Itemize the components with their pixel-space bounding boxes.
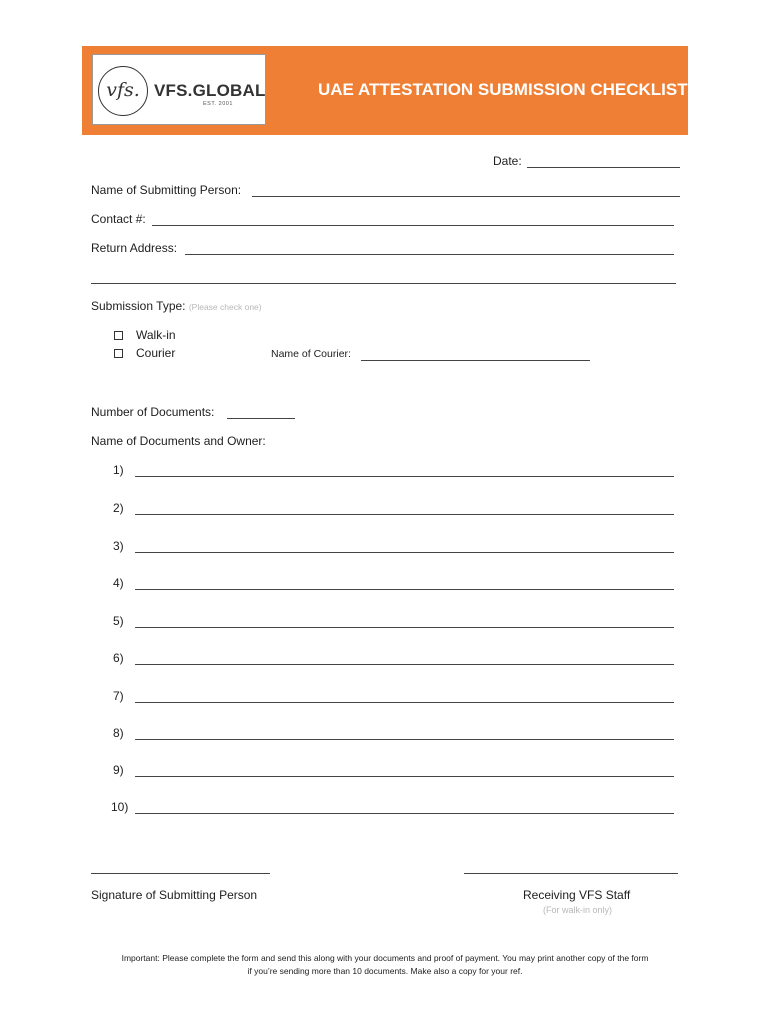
doc-row-field[interactable] <box>135 813 674 814</box>
staff-signature-label: Receiving VFS Staff <box>523 888 631 902</box>
important-note-line2: if you’re sending more than 10 documents. Make also a copy for your ref. <box>247 966 523 976</box>
num-documents-label: Number of Documents: <box>91 405 215 419</box>
doc-row-field[interactable] <box>135 627 674 628</box>
courier-label: Courier <box>136 346 176 360</box>
doc-row-number: 2) <box>113 501 124 515</box>
contact-field[interactable] <box>152 225 674 226</box>
doc-row-field[interactable] <box>135 589 674 590</box>
doc-row-field[interactable] <box>135 552 674 553</box>
doc-row-number: 3) <box>113 539 124 553</box>
walk-in-label: Walk-in <box>136 328 176 342</box>
doc-row-field[interactable] <box>135 664 674 665</box>
courier-name-label: Name of Courier: <box>271 348 351 360</box>
submission-type-label <box>91 299 262 313</box>
logo-established: EST. 2001 <box>203 101 233 107</box>
doc-row-number: 9) <box>113 763 124 777</box>
submission-type-text: Submission Type: <box>91 299 186 313</box>
logo-script: vfs. <box>106 79 140 101</box>
courier-name-field[interactable] <box>361 360 590 361</box>
doc-row-number: 7) <box>113 689 124 703</box>
walk-in-checkbox[interactable] <box>114 331 123 340</box>
doc-row-number: 1) <box>113 463 124 477</box>
doc-row-number: 5) <box>113 614 124 628</box>
staff-signature-hint: (For walk-in only) <box>543 905 613 915</box>
submission-type-hint: (Please check one) <box>188 302 262 312</box>
doc-row-number: 8) <box>113 726 124 740</box>
doc-row-number: 6) <box>113 651 124 665</box>
return-address-label: Return Address: <box>91 241 178 255</box>
submitter-signature-line[interactable] <box>91 873 270 874</box>
submitter-label: Name of Submitting Person: <box>91 183 242 197</box>
doc-row-field[interactable] <box>135 739 674 740</box>
important-note <box>82 952 688 978</box>
doc-row-field[interactable] <box>135 776 674 777</box>
page-title: UAE ATTESTATION SUBMISSION CHECKLIST <box>318 80 688 99</box>
doc-row-number: 10) <box>111 800 129 814</box>
courier-checkbox[interactable] <box>114 349 123 358</box>
doc-row-field[interactable] <box>135 514 674 515</box>
doc-names-label: Name of Documents and Owner: <box>91 434 266 448</box>
vfs-logo <box>92 54 266 125</box>
return-address-field-line2[interactable] <box>91 283 676 284</box>
important-note-line1: Important: Please complete the form and send this along with your documents and proof of payment. You may print another copy of the form <box>121 953 649 963</box>
return-address-field[interactable] <box>185 254 674 255</box>
contact-label: Contact #: <box>91 212 146 226</box>
submitter-signature-label: Signature of Submitting Person <box>91 888 258 902</box>
doc-row-field[interactable] <box>135 702 674 703</box>
submitter-field[interactable] <box>252 196 680 197</box>
logo-emblem-icon <box>98 66 148 116</box>
logo-wordmark: VFS.GLOBAL <box>154 81 266 100</box>
staff-signature-line[interactable] <box>464 873 678 874</box>
date-label: Date: <box>493 154 522 168</box>
doc-row-field[interactable] <box>135 476 674 477</box>
header-banner <box>82 46 688 135</box>
num-documents-field[interactable] <box>227 418 295 419</box>
date-field[interactable] <box>527 167 680 168</box>
doc-row-number: 4) <box>113 576 124 590</box>
